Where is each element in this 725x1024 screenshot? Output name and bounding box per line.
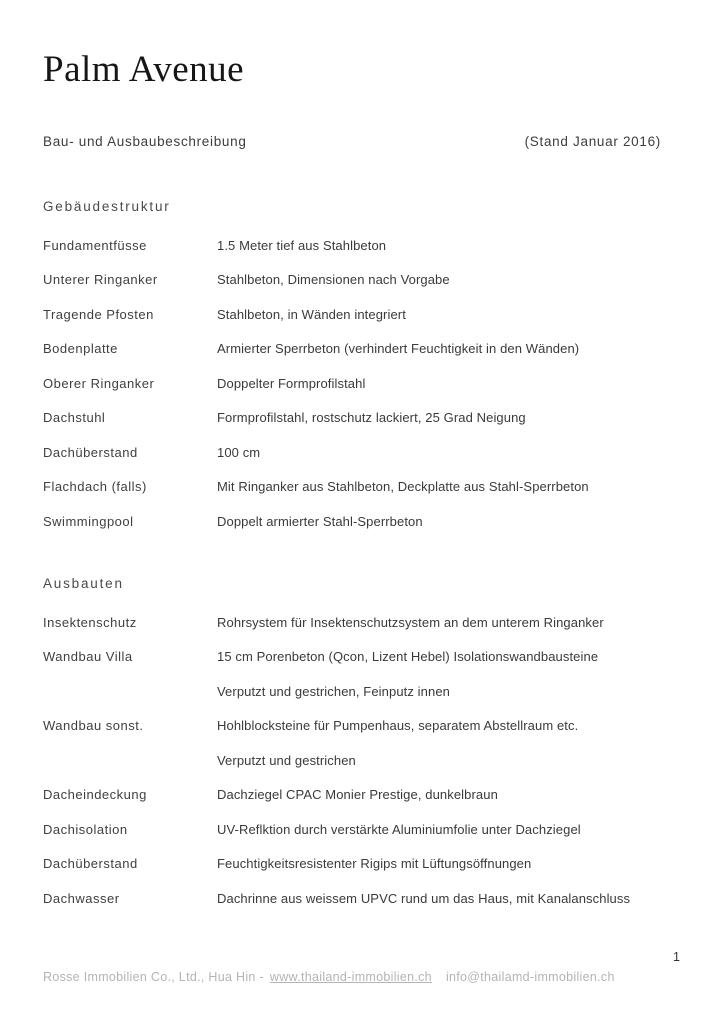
spec-row xyxy=(43,238,661,254)
subtitle-row xyxy=(43,134,661,149)
section-ausbauten xyxy=(43,576,661,907)
spec-label: Swimmingpool xyxy=(43,513,134,529)
document-subtitle: Bau- und Ausbaubeschreibung xyxy=(43,133,247,149)
spec-label: Dacheindeckung xyxy=(43,787,147,803)
page-title: Palm Avenue xyxy=(43,49,245,90)
spec-row xyxy=(43,891,661,907)
spec-label: Fundamentfüsse xyxy=(43,237,147,253)
footer-email: info@thailamd-immobilien.ch xyxy=(445,970,615,984)
spec-rows xyxy=(43,615,661,907)
spec-row-continuation xyxy=(43,684,661,700)
page-number: 1 xyxy=(673,950,680,964)
spec-value: Hohlblocksteine für Pumpenhaus, separatem Abstellraum etc. xyxy=(217,718,579,734)
spec-value: UV-Reflktion durch verstärkte Aluminiumfolie unter Dachziegel xyxy=(217,821,581,837)
spec-label: Dachüberstand xyxy=(43,444,138,460)
spec-label: Dachisolation xyxy=(43,821,128,837)
spec-value: Rohrsystem für Insektenschutzsystem an dem unterem Ringanker xyxy=(217,614,604,630)
spec-row xyxy=(43,787,661,803)
spec-label: Tragende Pfosten xyxy=(43,306,154,322)
spec-row xyxy=(43,376,661,392)
spec-row xyxy=(43,718,661,734)
spec-label: Dachwasser xyxy=(43,890,120,906)
spec-value: Doppelter Formprofilstahl xyxy=(217,375,366,391)
spec-value: Verputzt und gestrichen, Feinputz innen xyxy=(217,683,450,699)
document-date: (Stand Januar 2016) xyxy=(524,133,661,149)
spec-rows xyxy=(43,238,661,530)
spec-row xyxy=(43,445,661,461)
spec-label: Wandbau Villa xyxy=(43,649,133,665)
spec-value: 100 cm xyxy=(217,444,261,460)
spec-value: Doppelt armierter Stahl-Sperrbeton xyxy=(217,513,423,529)
spec-value: Stahlbeton, Dimensionen nach Vorgabe xyxy=(217,272,450,288)
footer-website-link[interactable]: www.thailand-immobilien.ch xyxy=(269,970,432,984)
spec-label: Dachüberstand xyxy=(43,856,138,872)
page-footer xyxy=(43,970,695,984)
spec-label: Oberer Ringanker xyxy=(43,375,155,391)
spec-value: Verputzt und gestrichen xyxy=(217,752,356,768)
spec-row xyxy=(43,307,661,323)
spec-row xyxy=(43,514,661,530)
spec-value: Stahlbeton, in Wänden integriert xyxy=(217,306,406,322)
spec-row xyxy=(43,341,661,357)
spec-value: Armierter Sperrbeton (verhindert Feuchtigkeit in den Wänden) xyxy=(217,341,580,357)
spec-label: Bodenplatte xyxy=(43,341,118,357)
spec-value: 1.5 Meter tief aus Stahlbeton xyxy=(217,237,387,253)
spec-row xyxy=(43,822,661,838)
spec-value: 15 cm Porenbeton (Qcon, Lizent Hebel) Isolationswandbausteine xyxy=(217,649,599,665)
spec-label: Wandbau sonst. xyxy=(43,718,144,734)
spec-value: Mit Ringanker aus Stahlbeton, Deckplatte aus Stahl-Sperrbeton xyxy=(217,479,589,495)
section-heading: Gebäudestruktur xyxy=(43,198,171,214)
spec-value: Formprofilstahl, rostschutz lackiert, 25 Grad Neigung xyxy=(217,410,526,426)
spec-label: Flachdach (falls) xyxy=(43,479,147,495)
spec-row xyxy=(43,856,661,872)
spec-label: Dachstuhl xyxy=(43,410,106,426)
section-gebaeudestruktur xyxy=(43,199,661,530)
footer-company: Rosse Immobilien Co., Ltd., Hua Hin - xyxy=(43,970,264,984)
section-heading: Ausbauten xyxy=(43,575,124,591)
spec-row xyxy=(43,649,661,665)
spec-label: Insektenschutz xyxy=(43,614,137,630)
spec-row xyxy=(43,272,661,288)
spec-value: Feuchtigkeitsresistenter Rigips mit Lüftungsöffnungen xyxy=(217,856,532,872)
spec-row xyxy=(43,410,661,426)
spec-row-continuation xyxy=(43,753,661,769)
spec-row xyxy=(43,615,661,631)
spec-row xyxy=(43,479,661,495)
spec-value: Dachziegel CPAC Monier Prestige, dunkelbraun xyxy=(217,787,498,803)
spec-value: Dachrinne aus weissem UPVC rund um das Haus, mit Kanalanschluss xyxy=(217,890,631,906)
spec-label: Unterer Ringanker xyxy=(43,272,158,288)
